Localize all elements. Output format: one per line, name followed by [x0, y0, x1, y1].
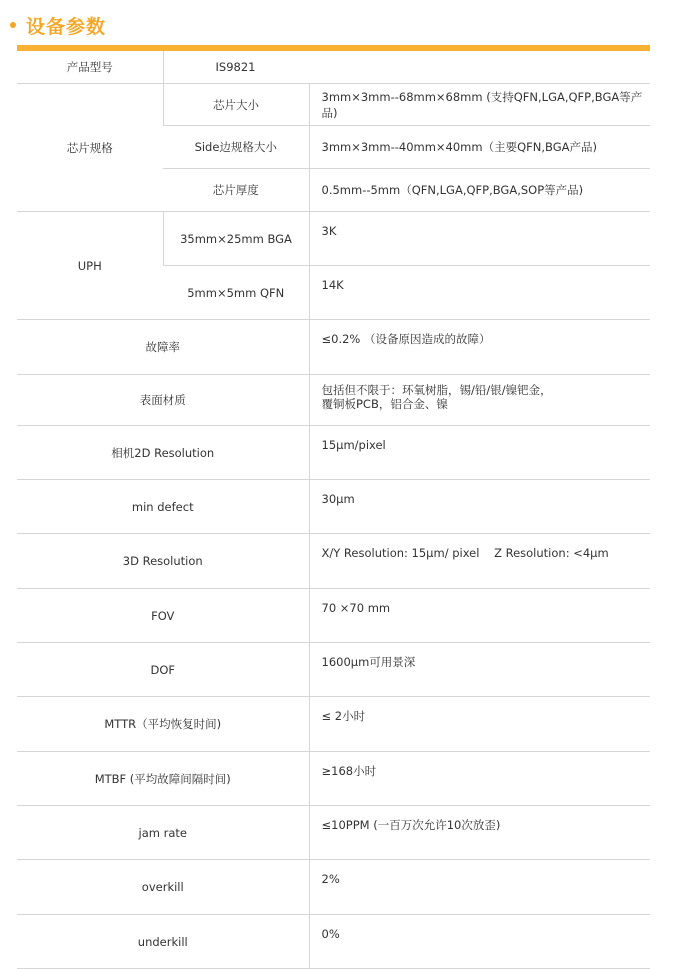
table-row-chip-size [17, 84, 650, 126]
table-row-underkill [17, 915, 650, 969]
row-label: jam rate [17, 806, 309, 860]
row-value: 3mm×3mm--68mm×68mm (支持QFN,LGA,QFP,BGA等产品) [309, 84, 650, 126]
row-label: overkill [17, 860, 309, 915]
bullet-dot-icon [10, 22, 16, 28]
row-value: 14K [309, 266, 650, 320]
sub-label: 芯片大小 [163, 84, 309, 126]
row-label: underkill [17, 915, 309, 969]
table-row-failure-rate [17, 320, 650, 375]
sub-label: 5mm×5mm QFN [163, 266, 309, 320]
row-value: 2% [309, 860, 650, 915]
row-value-line: 包括但不限于：环氧树脂，锡/铅/银/镍钯金， [321, 383, 552, 397]
spec-table [17, 51, 650, 969]
table-row-overkill [17, 860, 650, 915]
row-label: min defect [17, 480, 309, 534]
section-heading [10, 10, 106, 40]
row-value: 3mm×3mm--40mm×40mm（主要QFN,BGA产品) [309, 126, 650, 169]
row-group-label: 芯片规格 [17, 84, 163, 212]
row-value: 15μm/pixel [309, 426, 650, 480]
row-value: IS9821 [163, 51, 650, 84]
row-value: 1600μm可用景深 [309, 643, 650, 697]
row-label: MTBF (平均故障间隔时间) [17, 752, 309, 806]
table-row-3d-resolution [17, 534, 650, 589]
section-title: 设备参数 [26, 15, 107, 38]
row-value: ≤ 2小时 [309, 697, 650, 752]
table-row-dof [17, 643, 650, 697]
table-row-surface [17, 375, 650, 426]
sub-label: 芯片厚度 [163, 169, 309, 212]
table-row-min-defect [17, 480, 650, 534]
row-value: X/Y Resolution: 15μm/ pixel Z Resolution: <4μm [309, 534, 650, 589]
row-value: 0% [309, 915, 650, 969]
row-value: 30μm [309, 480, 650, 534]
row-value: ≤10PPM (一百万次允许10次放歪) [309, 806, 650, 860]
row-value: ≤0.2% （设备原因造成的故障） [309, 320, 650, 375]
table-row-camera-2d [17, 426, 650, 480]
row-label: 相机2D Resolution [17, 426, 309, 480]
sub-label: 35mm×25mm BGA [163, 212, 309, 266]
table-row-uph-bga [17, 212, 650, 266]
row-label: 表面材质 [17, 375, 309, 426]
row-value: 70 ×70 mm [309, 589, 650, 643]
table-row-jam-rate [17, 806, 650, 860]
table-row-mttr [17, 697, 650, 752]
sub-label: Side边规格大小 [163, 126, 309, 169]
row-label: FOV [17, 589, 309, 643]
table-row-model [17, 51, 650, 84]
row-value: ≥168小时 [309, 752, 650, 806]
row-value [309, 375, 650, 426]
row-label: 故障率 [17, 320, 309, 375]
row-label: DOF [17, 643, 309, 697]
row-label: 产品型号 [17, 51, 163, 84]
row-group-label: UPH [17, 212, 163, 320]
row-value: 3K [309, 212, 650, 266]
row-value: 0.5mm--5mm（QFN,LGA,QFP,BGA,SOP等产品) [309, 169, 650, 212]
table-row-mtbf [17, 752, 650, 806]
table-row-fov [17, 589, 650, 643]
row-label: 3D Resolution [17, 534, 309, 589]
row-label: MTTR（平均恢复时间) [17, 697, 309, 752]
row-value-line: 覆铜板PCB，铝合金、镍 [321, 397, 448, 411]
